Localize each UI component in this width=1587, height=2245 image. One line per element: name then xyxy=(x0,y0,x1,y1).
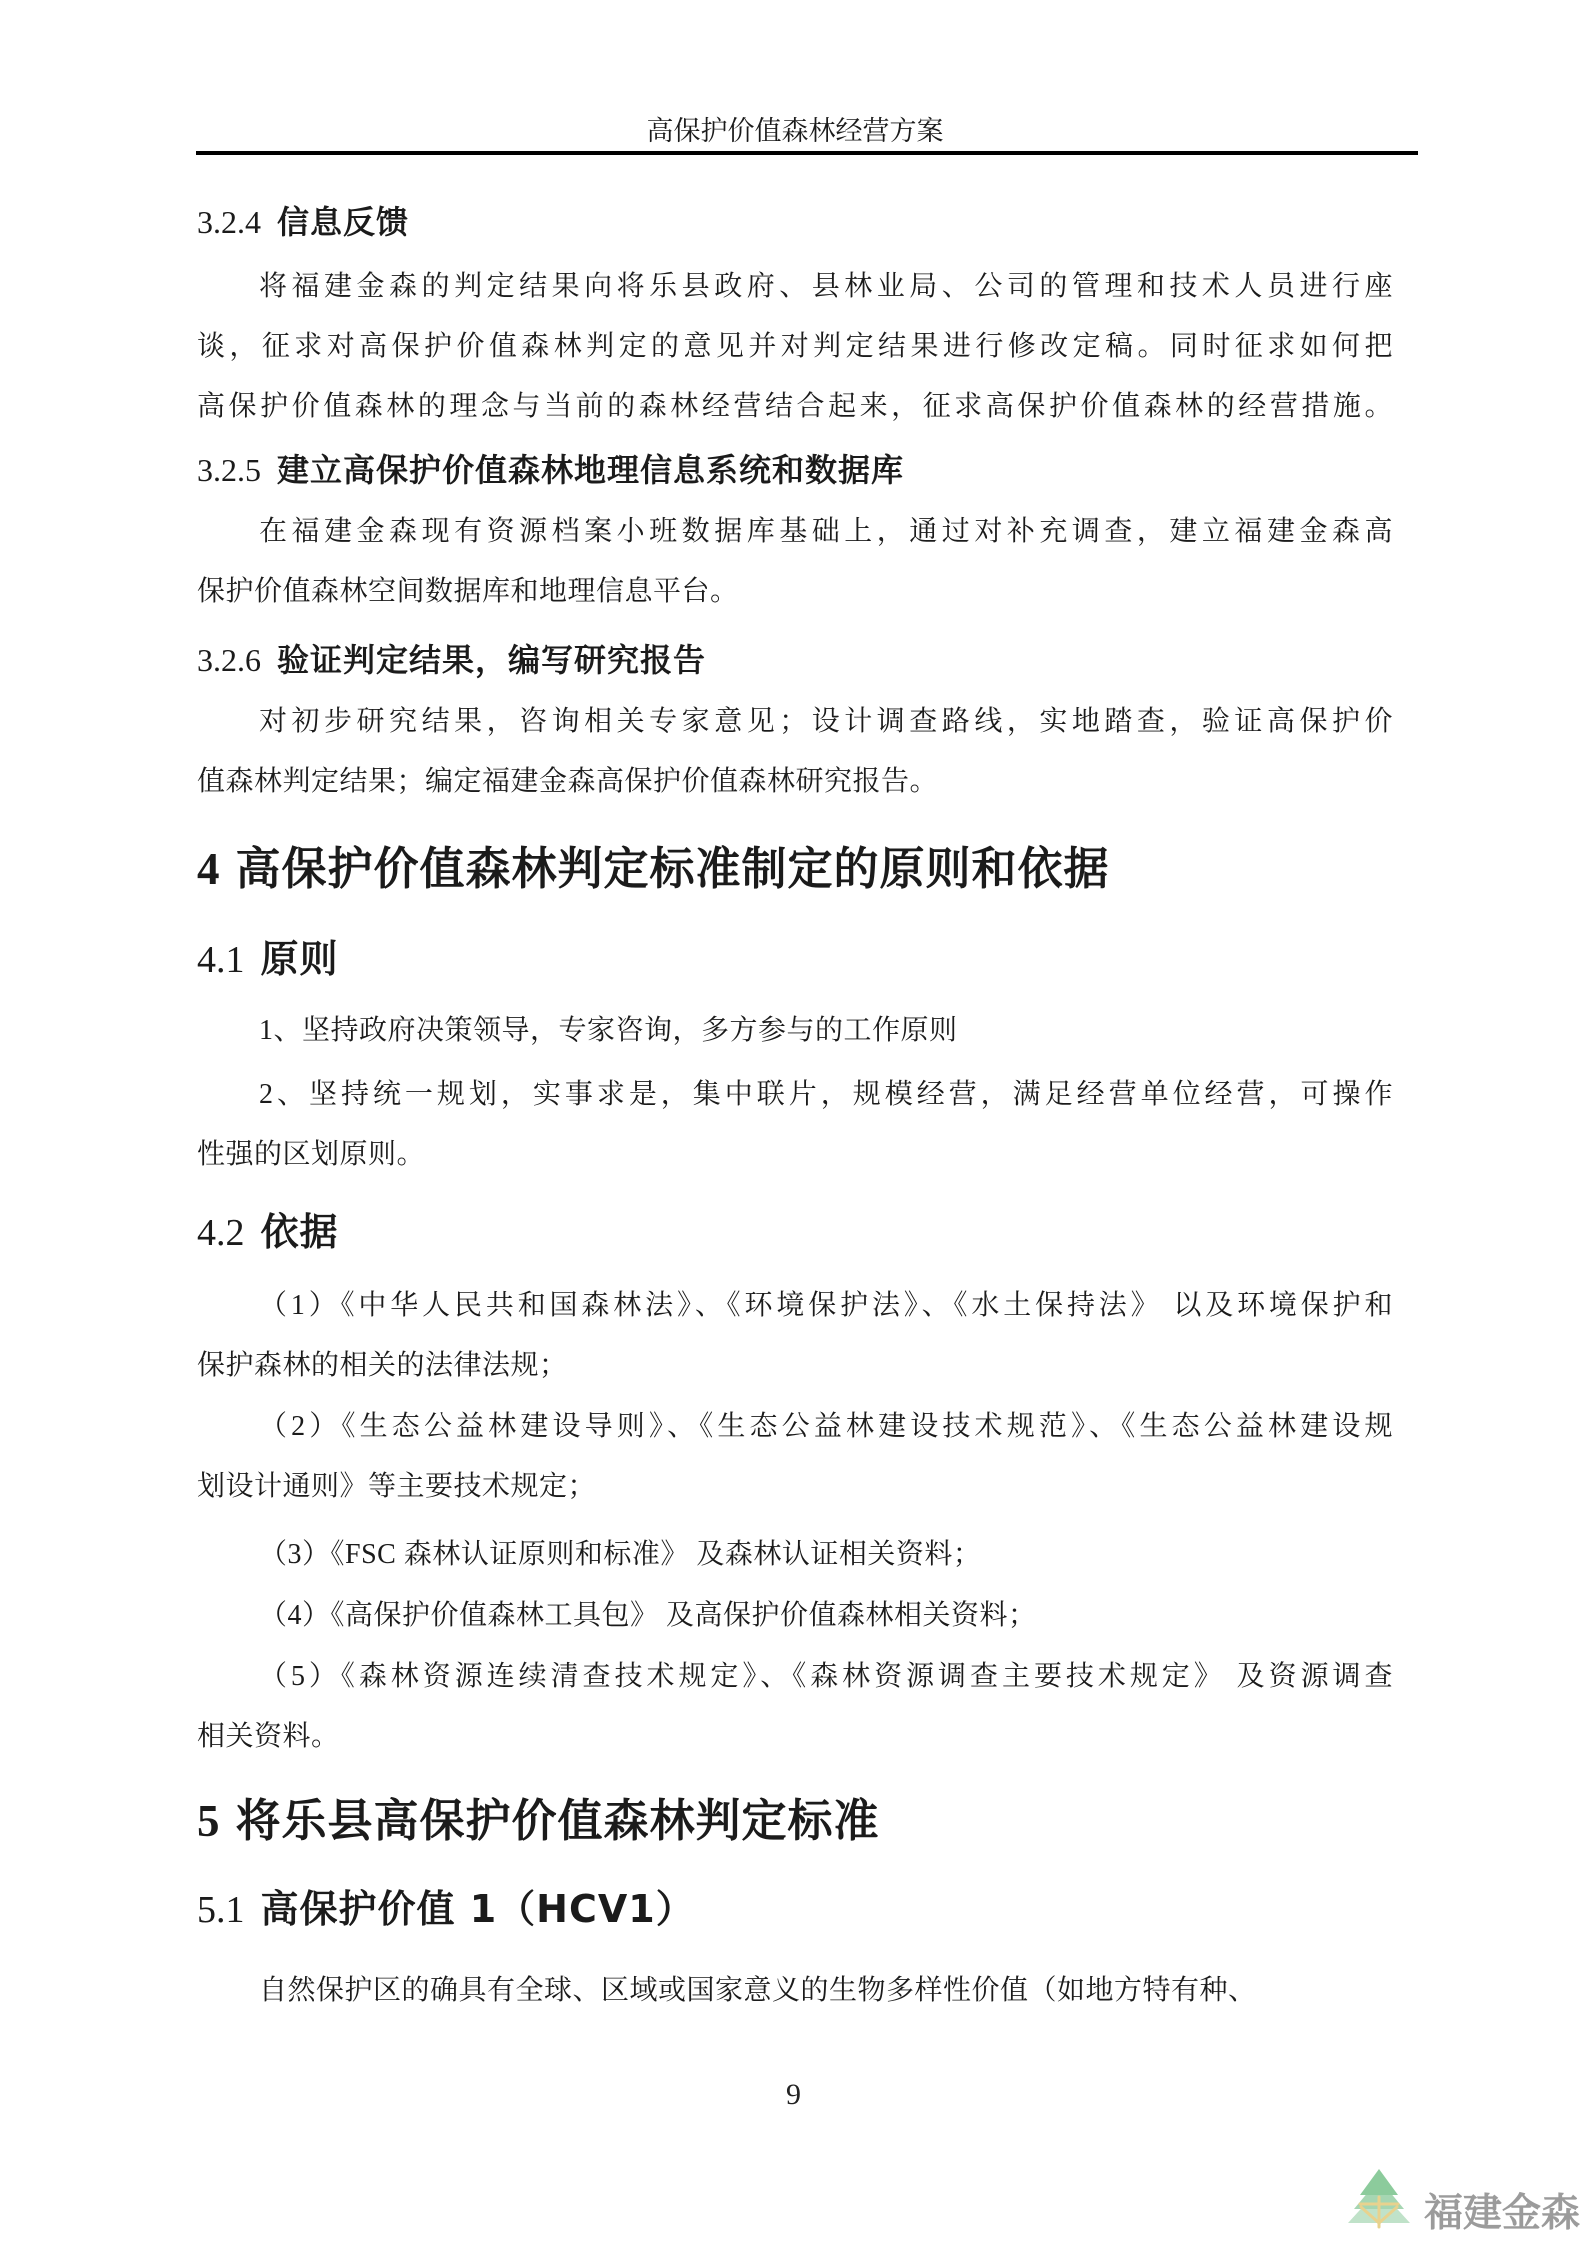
paragraph xyxy=(197,1397,1393,1517)
page-number: 9 xyxy=(786,2078,801,2111)
paragraph xyxy=(197,1961,1393,2021)
paragraph-line: 高保护价值森林的理念与当前的森林经营结合起来，征求高保护价值森林的经营措施。 xyxy=(197,391,1393,422)
paragraph-line: 2、坚持统一规划，实事求是，集中联片，规模经营，满足经营单位经营，可操作 xyxy=(259,1079,1393,1110)
paragraph xyxy=(197,257,1393,437)
paragraph-line: 自然保护区的确具有全球、区域或国家意义的生物多样性价值（如地方特有种、 xyxy=(259,1975,1257,2006)
paragraph-line: 将福建金森的判定结果向将乐县政府、县林业局、公司的管理和技术人员进行座 xyxy=(259,271,1393,302)
heading-text: 高保护价值森林判定标准制定的原则和依据 xyxy=(235,842,1110,895)
section-heading-3.2.6 xyxy=(197,630,1393,690)
paragraph-line: （3）《FSC 森林认证原则和标准》 及森林认证相关资料； xyxy=(259,1539,982,1570)
paragraph-line: （5）《森林资源连续清查技术规定》、《森林资源调查主要技术规定》 及资源调查 xyxy=(259,1661,1393,1692)
paragraph-line: 保护价值森林空间数据库和地理信息平台。 xyxy=(197,576,739,607)
paragraph-line: 划设计通则》等主要技术规定； xyxy=(197,1471,597,1502)
heading-number: 3.2.5 xyxy=(197,452,261,488)
paragraph xyxy=(197,1647,1393,1767)
section-heading-5 xyxy=(197,1779,1393,1863)
heading-number: 5.1 xyxy=(197,1889,245,1931)
heading-text: 信息反馈 xyxy=(277,203,410,241)
paragraph-line: （2）《生态公益林建设导则》、《生态公益林建设技术规范》、《生态公益林建设规 xyxy=(259,1411,1393,1442)
paragraph xyxy=(197,692,1393,812)
company-logo xyxy=(1345,2170,1580,2234)
section-heading-3.2.5 xyxy=(197,440,1393,500)
heading-number: 3.2.4 xyxy=(197,204,261,240)
section-heading-4 xyxy=(197,827,1393,911)
paragraph-line: 性强的区划原则。 xyxy=(197,1139,426,1170)
paragraph-line: 相关资料。 xyxy=(197,1721,340,1752)
document-content xyxy=(0,111,1393,2021)
paragraph xyxy=(197,1065,1393,1185)
paragraph xyxy=(197,1276,1393,1396)
heading-number: 3.2.6 xyxy=(197,642,261,678)
paragraph xyxy=(197,1001,1393,1061)
heading-number: 4.2 xyxy=(197,1212,245,1254)
paragraph-line: 对初步研究结果，咨询相关专家意见；设计调查路线，实地踏查，验证高保护价 xyxy=(259,706,1393,737)
paragraph xyxy=(197,1586,1393,1646)
paragraph-line: 在福建金森现有资源档案小班数据库基础上，通过对补充调查，建立福建金森高 xyxy=(259,516,1393,547)
heading-text: 将乐县高保护价值森林判定标准 xyxy=(235,1794,880,1847)
company-logo-text: 福建金森 xyxy=(1424,2191,1581,2236)
paragraph-line: 值森林判定结果；编定福建金森高保护价值森林研究报告。 xyxy=(197,766,939,797)
paragraph-line: （4）《高保护价值森林工具包》 及高保护价值森林相关资料； xyxy=(259,1600,1037,1631)
paragraph-line: 谈，征求对高保护价值森林判定的意见并对判定结果进行修改定稿。同时征求如何把 xyxy=(197,331,1393,362)
heading-text: 建立高保护价值森林地理信息系统和数据库 xyxy=(277,451,905,489)
heading-text: 验证判定结果，编写研究报告 xyxy=(277,641,707,679)
paragraph-line: （1）《中华人民共和国森林法》、《环境保护法》、《水土保持法》 以及环境保护和 xyxy=(259,1290,1393,1321)
heading-number: 4.1 xyxy=(197,939,245,981)
paragraph xyxy=(197,1525,1393,1585)
page-header-title: 高保护价值森林经营方案 xyxy=(646,116,944,146)
heading-text: 高保护价值 1（HCV1） xyxy=(260,1887,695,1931)
heading-number: 4 xyxy=(197,844,220,894)
header-rule xyxy=(196,151,1418,155)
section-heading-4.2 xyxy=(197,1200,1393,1265)
paragraph-line: 保护森林的相关的法律法规； xyxy=(197,1350,568,1381)
section-heading-5.1 xyxy=(197,1877,1393,1942)
heading-text: 原则 xyxy=(260,937,339,981)
company-logo-tree-icon xyxy=(1345,2167,1413,2234)
paragraph xyxy=(197,502,1393,622)
section-heading-3.2.4 xyxy=(197,192,1393,252)
heading-number: 5 xyxy=(197,1796,220,1846)
paragraph-line: 1、坚持政府决策领导，专家咨询，多方参与的工作原则 xyxy=(259,1015,958,1046)
heading-text: 依据 xyxy=(260,1210,339,1254)
section-heading-4.1 xyxy=(197,927,1393,992)
